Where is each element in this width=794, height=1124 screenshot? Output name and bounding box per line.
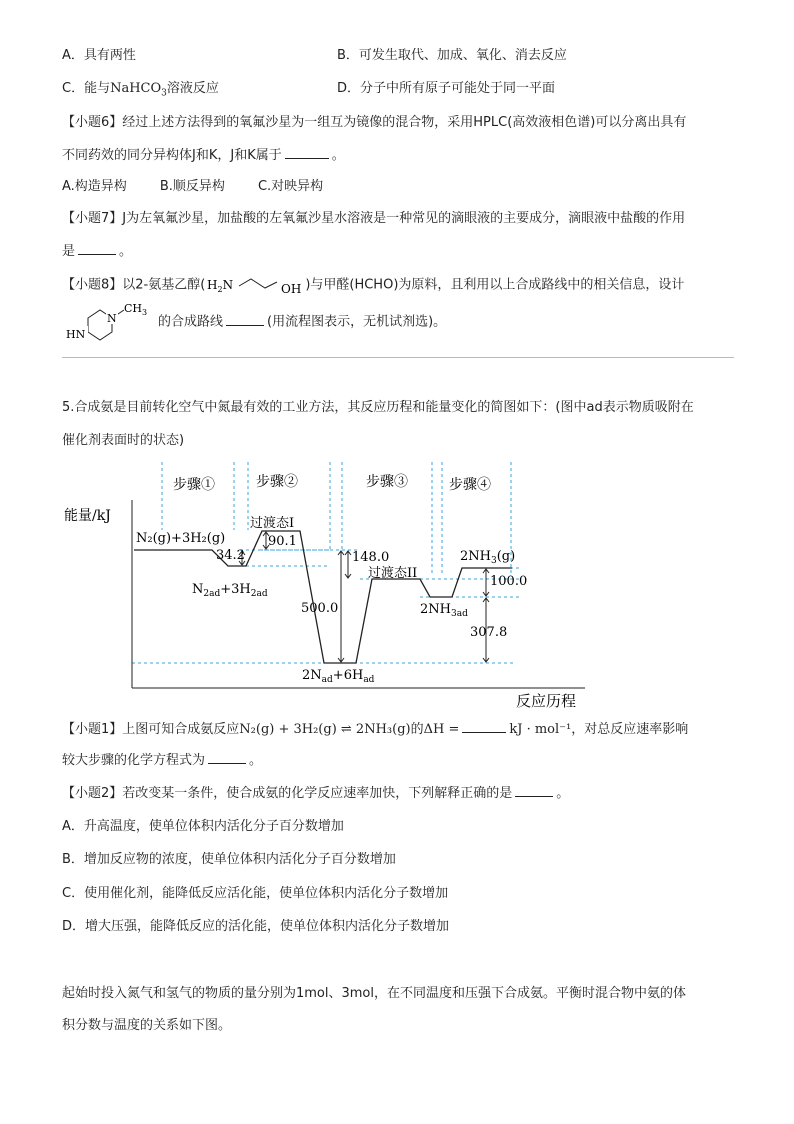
q6-options: A.构造异构 B.顺反异构 C.对映异构 — [62, 179, 324, 194]
y-axis-label: 能量/kJ — [64, 508, 111, 524]
value-148-0: 148.0 — [352, 550, 390, 565]
q1-line1: 【小题1】上图可知合成氨反应N₂(g) + 3H₂(g) ⇌ 2NH₃(g)的ΔH = kJ · mol⁻¹，对总反应速率影响 — [62, 722, 689, 737]
product-label: $2NH_3(g)$ — [460, 549, 516, 566]
answer-blank[interactable] — [208, 751, 246, 764]
option-a: A．具有两性 — [62, 48, 136, 63]
ts2-label: 过渡态II — [368, 566, 418, 581]
nh3ad-label: $2NH_{3ad}$ — [420, 602, 468, 619]
q8-line1: 【小题8】以2-氨基乙醇( $H_2N$ OH )与甲醛(HCHO)为原料，且利用以上合成路线中的相关信息，设计 — [62, 274, 684, 296]
step1-label: 步骤① — [173, 477, 215, 493]
ts1-label: 过渡态I — [250, 516, 295, 531]
q2-option-d: D．增大压强，能降低反应的活化能，使单位体积内活化分子数增加 — [62, 919, 450, 934]
q2-option-a: A．升高温度，使单位体积内活化分子百分数增加 — [62, 819, 344, 834]
q2-option-c: C．使用催化剂，能降低反应活化能，使单位体积内活化分子数增加 — [62, 886, 449, 901]
x-axis-label: 反应历程 — [516, 692, 577, 710]
value-100-0: 100.0 — [490, 574, 528, 589]
q2-option-b: B．增加反应物的浓度，使单位体积内活化分子百分数增加 — [62, 852, 396, 867]
value-90-1: 90.1 — [268, 534, 297, 549]
energy-diagram — [60, 458, 600, 712]
answer-blank[interactable] — [285, 146, 329, 159]
answer-blank[interactable] — [78, 242, 116, 255]
reactants-label: N₂(g)+3H₂(g) — [136, 531, 226, 546]
answer-blank[interactable] — [226, 313, 264, 326]
q5-line2: 催化剂表面时的状态) — [62, 433, 185, 448]
q6-line1: 【小题6】经过上述方法得到的氧氟沙星为一组互为镜像的混合物，采用HPLC(高效液相色谱)可以分离出具有 — [62, 115, 687, 130]
answer-blank[interactable] — [515, 784, 553, 797]
option-c: C．能与NaHCO$_3$溶液反应 — [62, 81, 219, 99]
value-307-8: 307.8 — [470, 625, 508, 640]
svg-text:N: N — [107, 312, 117, 325]
ads1-label: $N_{2ad}+3H_{2ad}$ — [192, 582, 268, 599]
answer-blank[interactable] — [462, 720, 506, 733]
q1-line2: 较大步骤的化学方程式为 。 — [62, 753, 263, 768]
svg-text:OH: OH — [281, 282, 302, 296]
aminoethanol-structure — [205, 274, 305, 296]
step2-label: 步骤② — [256, 474, 298, 490]
q2-line1: 【小题2】若改变某一条件，使合成氨的化学反应速率加快，下列解释正确的是 。 — [62, 786, 570, 801]
svg-text:HN: HN — [66, 328, 86, 341]
step3-label: 步骤③ — [366, 474, 408, 490]
option-d: D．分子中所有原子可能处于同一平面 — [337, 81, 556, 96]
option-b: B．可发生取代、加成、氧化、消去反应 — [337, 48, 567, 63]
q5-line1: 5.合成氨是目前转化空气中氮最有效的工业方法，其反应历程和能量变化的简图如下：(图中ad表示物质吸附在 — [62, 400, 694, 415]
value-34-2: 34.2 — [216, 548, 245, 563]
ads2-label: $2N_{ad}+6H_{ad}$ — [302, 668, 375, 685]
q7-line1: 【小题7】J为左氧氟沙星，加盐酸的左氧氟沙星水溶液是一种常见的滴眼液的主要成分，滴眼液中盐酸的作用 — [62, 211, 686, 226]
energy-profile — [134, 531, 512, 663]
tail-line2: 积分数与温度的关系如下图。 — [62, 1018, 232, 1033]
step4-label: 步骤④ — [449, 477, 491, 493]
tail-line1: 起始时投入氮气和氢气的物质的量分别为1mol、3mol，在不同温度和压强下合成氨。平衡时混合物中氨的体 — [62, 986, 687, 1001]
svg-text:CH3: $CH_3$ — [124, 302, 148, 317]
divider — [62, 357, 734, 358]
svg-text:H2N: $H_2N$ — [207, 278, 234, 294]
methylpiperazine-structure — [62, 300, 158, 344]
q7-line2: 是 。 — [62, 244, 133, 259]
value-500-0: 500.0 — [301, 601, 339, 616]
q6-line2: 不同药效的同分异构体J和K，J和K属于 。 — [62, 148, 345, 163]
q8-line2: N $CH_3$ HN 的合成路线 (用流程图表示，无机试剂选)。 — [62, 300, 446, 346]
